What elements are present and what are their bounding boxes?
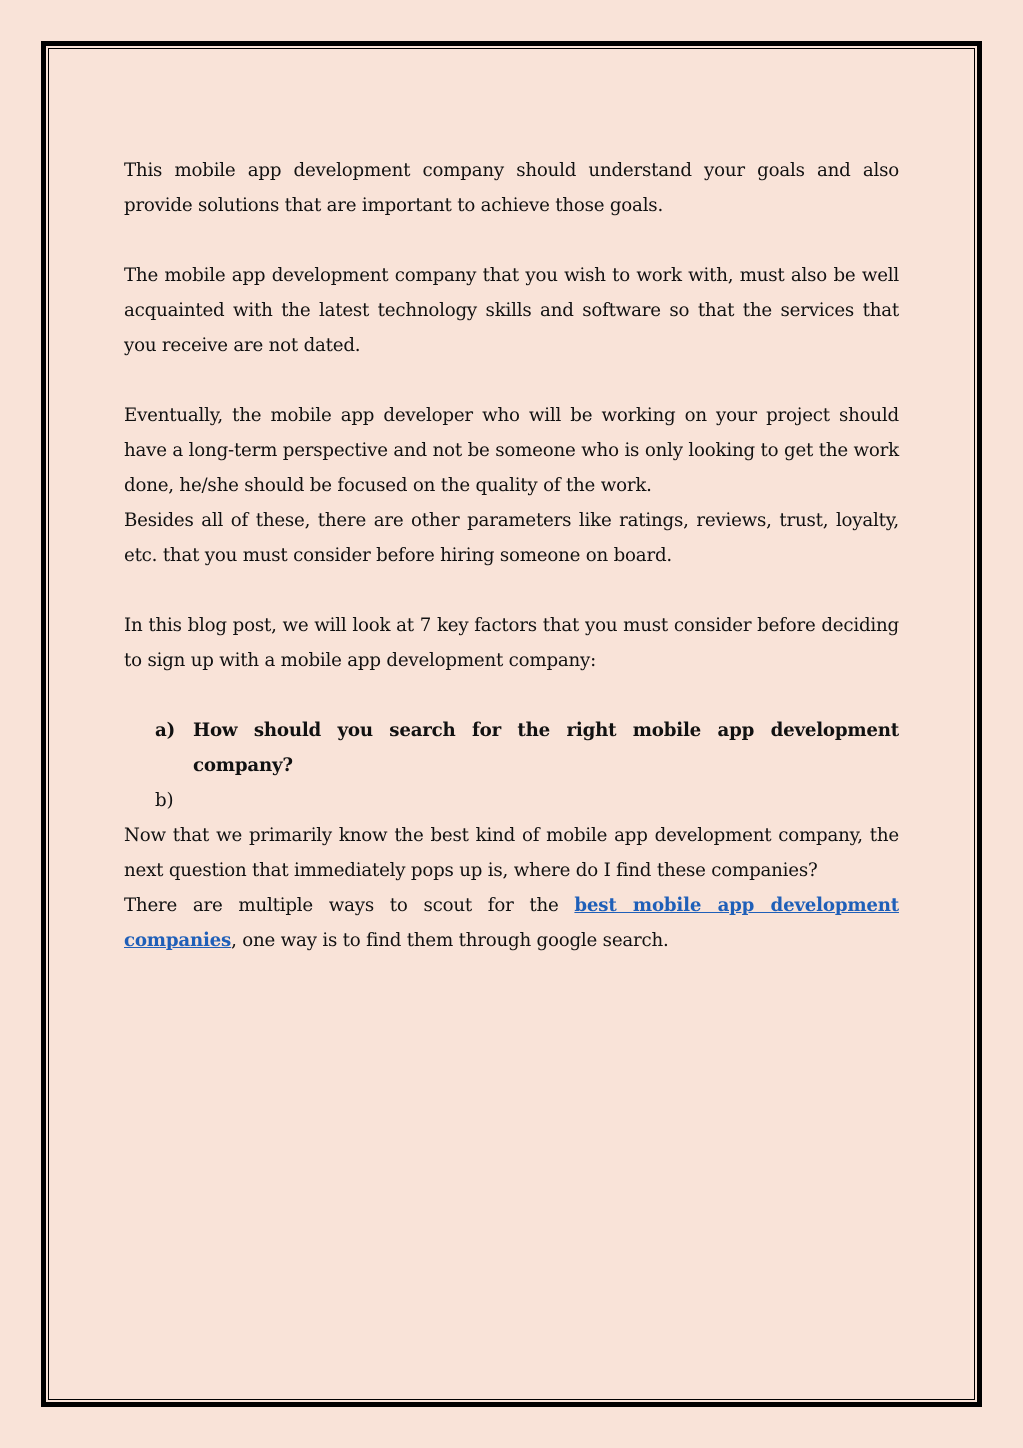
- scout-text-after: , one way is to find them through google search.: [231, 930, 669, 951]
- list-heading: [193, 783, 899, 818]
- paragraph-scout: [124, 888, 899, 958]
- paragraph-perspective: Eventually, the mobile app developer who will be working on your project should have a long-term perspective and not be someone who is only looking to get the work done, he/she should be focused on the quality of the work.: [124, 405, 899, 496]
- list-marker: a): [155, 720, 175, 741]
- paragraph-goals: This mobile app development company should understand your goals and also provide solutions that are important to achieve those goals.: [124, 160, 899, 216]
- best-companies-link[interactable]: best mobile app development companies: [124, 895, 899, 951]
- list-item-a: [155, 713, 899, 783]
- list-heading: How should you search for the right mobile app development company?: [193, 720, 899, 776]
- paragraph-intro-factors: In this blog post, we will look at 7 key factors that you must consider before deciding to sign up with a mobile app development company:: [124, 615, 899, 671]
- list-item-b: [155, 783, 899, 818]
- paragraph-parameters: Besides all of these, there are other parameters like ratings, reviews, trust, loyalty, etc. that you must consider before hiring someone on board.: [124, 510, 899, 566]
- paragraph-technology: The mobile app development company that you wish to work with, must also be well acquainted with the latest technology skills and software so that the services that you receive are not dated.: [124, 265, 899, 356]
- scout-text-before: There are multiple ways to scout for the: [124, 895, 575, 916]
- list-marker: b): [155, 790, 174, 811]
- paragraph-find-companies: Now that we primarily know the best kind of mobile app development company, the next question that immediately pops up is, where do I find these companies?: [124, 825, 899, 881]
- document-body: [124, 153, 899, 958]
